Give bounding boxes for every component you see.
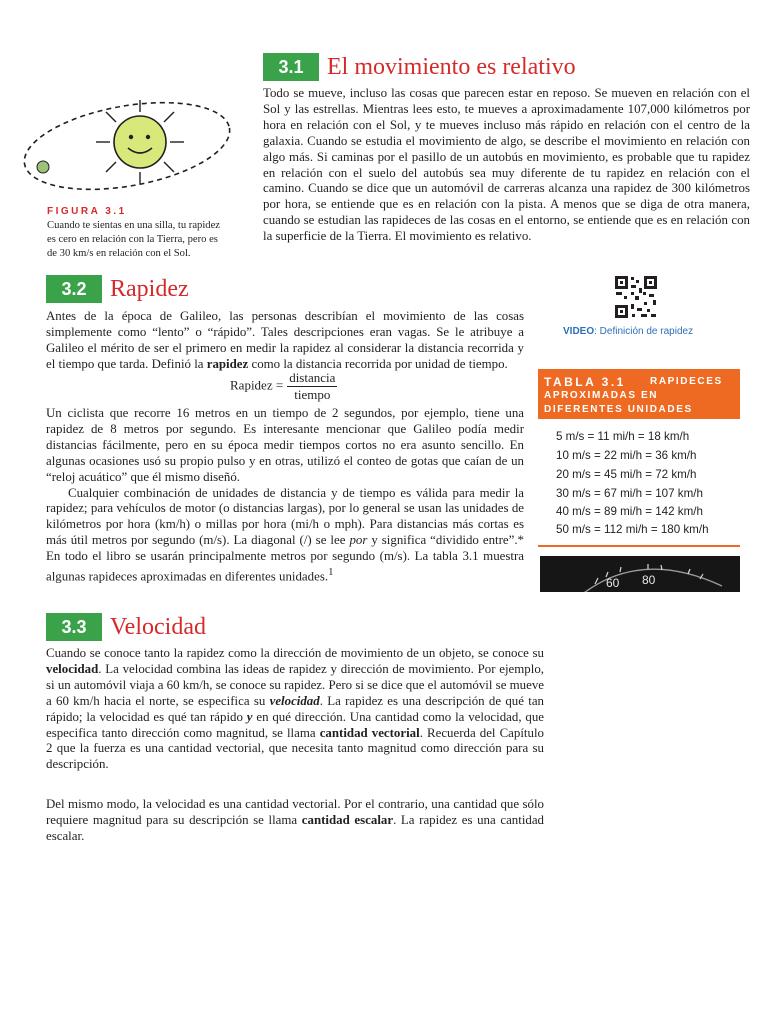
table-title: RAPIDECES APROXIMADAS EN DIFERENTES UNIDADES [544,376,723,415]
table-header [538,369,740,419]
section-number-badge: 3.1 [263,53,319,81]
paragraph-text: Del mismo modo, la velocidad es una cantidad vectorial. Por el contrario, una cantidad que sólo requiere magnitud para su descripción se llama cantidad escalar. La rapidez es una cantidad escalar. [46,797,545,843]
formula-lhs: Rapidez = [230,377,284,393]
speedometer-photo [540,556,740,592]
paragraph-text: Cuando se conoce tanto la rapidez como la dirección de movimiento de un objeto, se conoce su velocidad. La velocidad combina las ideas de rapidez y dirección de movimiento. Por ejemplo, si un automóvil viaja a 60 km/h, se conoce su rapidez. Pero si se dice que el automóvil se mueve a 60 km/h hacia el norte, se especifica su velocidad. La rapidez es una descripción de qué tan rápido; la velocidad es qué tan rápido y en qué dirección. Una cantidad como la velocidad, que especifica tanto dirección como magnitud, se llama cantidad vectorial. Recuerda del Capítulo 2 que la fuerza es una cantidad vectorial, que necesita tanto magnitud como dirección para su descripción. [46,646,545,772]
speedometer-tick-label: 80 [642,573,656,587]
section-paragraph [46,406,524,585]
footnote-mark: 1 [328,566,334,579]
section-paragraph [46,646,544,773]
caption-line: de 30 km/s en relación con el Sol. [47,247,191,259]
speedometer-tick-label: 60 [606,576,620,590]
formula-numerator: distancia [289,370,336,385]
section-title: Rapidez [110,276,189,302]
paragraph-text: Un ciclista que recorre 16 metros en un tiempo de 2 segundos, por ejemplo, tiene una rapidez de 8 metros por segundo. Es interesante mencionar que Galileo podía medir distancias fácilmente, pero en su época medir tiempos cortos no era asunto sencillo. En algunas ocasiones usó su propio pulso y en otras, utilizó el conteo de gotas que caían de un “reloj acuático” que él mismo diseñó. [46,406,524,484]
emphasis-term: por [349,533,368,548]
section-title: Velocidad [110,614,206,640]
section-paragraph [46,309,524,373]
section-paragraph [263,86,750,245]
caption-line: Cuando te sientas en una silla, tu rapidez [47,220,220,231]
table-label: TABLA 3.1 [544,375,626,389]
formula-denominator: tiempo [294,387,331,402]
key-term: velocidad [46,661,99,676]
key-term: velocidad [269,693,320,708]
table-row: 5 m/s = 11 mi/h = 18 km/h [556,430,690,443]
table-row: 20 m/s = 45 mi/h = 72 km/h [556,468,697,481]
paragraph-text: Todo se mueve, incluso las cosas que parecen estar en reposo. Se mueven en relación con el Sol y las estrellas. Mientras lees esto, te mueves a aproximadamente 107,000 kilómetros por hora en relación con el Sol, y te mueves incluso más rápido en relación con el centro de la galaxia. Cuando se estudia el movimiento de algo, se describe el movimiento en relación con algo más. Si caminas por el pasillo de un autobús en movimiento, es probable que tu rapidez en relación con el suelo del autobús sea muy diferente de tu rapidez en relación con el camino. Cuando se dice que un automóvil de carreras alcanza una rapidez de 300 kilómetros por hora, se entiende que es en relación con la pista. A menos que se diga de otra manera, cuando se estudian las rapideces de las cosas en el entorno, se entiende que es en relación con la superficie de la Tierra. El movimiento es relativo. [263,86,750,244]
section-title: El movimiento es relativo [327,54,576,80]
figure-caption [47,219,259,260]
section-number-badge: 3.3 [46,613,102,641]
key-term: cantidad escalar [301,812,394,827]
figure-label: FIGURA 3.1 [47,206,127,217]
section-number-badge: 3.2 [46,275,102,303]
key-term: rapidez [206,356,249,371]
emphasis-term: y [246,709,253,724]
key-term: cantidad vectorial [319,725,420,740]
paragraph-text: Antes de la época de Galileo, las personas describían el movimiento de las cosas simplemente como “lento” o “rápido”. Tales descripciones eran vagas. Se le atribuye a Galileo el mérito de ser el primero en medir la rapidez al considerar la distancia recorrida y el tiempo que tarda. Definió la rapidez como la distancia recorrida por unidad de tiempo. [46,309,524,371]
table-row: 10 m/s = 22 mi/h = 36 km/h [556,449,697,462]
speed-formula [230,370,337,403]
table-row: 50 m/s = 112 mi/h = 180 km/h [556,523,709,536]
table-bottom-rule [538,545,740,547]
table-row: 40 m/s = 89 mi/h = 142 km/h [556,505,703,518]
video-label: VIDEO [563,326,595,337]
video-link[interactable] [563,326,693,337]
paragraph-text: Cualquier combinación de unidades de distancia y de tiempo es válida para medir la rapidez; para vehículos de motor (o distancias largas), por lo general se usan las unidades de kilómetros por hora (km/h) o millas por hora (mi/h o mph). Para distancias más cortas es más útil metros por segundo (m/s). La diagonal (/) se lee por y significa “dividido entre”.* En todo el libro se usarán principalmente metros por segundo (m/s). La tabla 3.1 muestra algunas rapideces aproximadas en diferentes unidades.$^1$ [46,485,524,584]
table-row: 30 m/s = 67 mi/h = 107 km/h [556,487,703,500]
caption-line: es cero en relación con la Tierra, pero es [47,233,218,245]
video-title: : Definición de rapidez [594,326,694,337]
sun-orbit-icon [14,88,240,200]
section-paragraph [46,797,544,845]
qr-code-icon[interactable] [613,274,659,320]
